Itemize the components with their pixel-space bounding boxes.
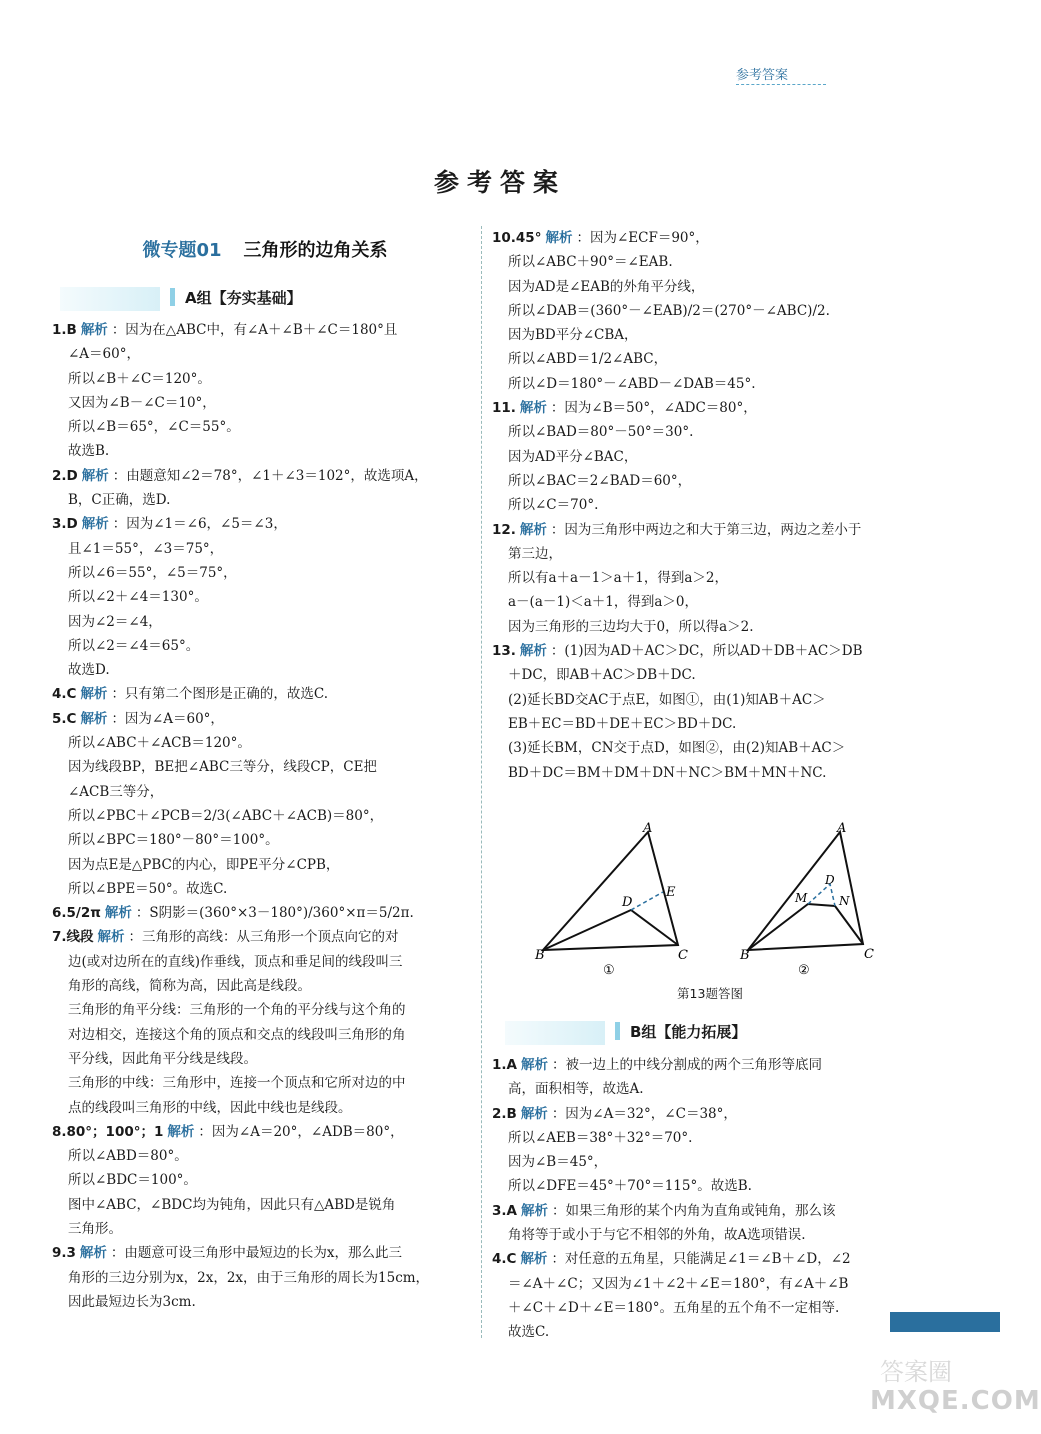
answer-text: 所以∠2＋∠4＝130°。 (68, 589, 208, 606)
answer-line (492, 663, 912, 687)
answer-text: 因为AD是∠EAB的外角平分线， (508, 278, 705, 295)
answer-line (52, 1290, 468, 1314)
answer-text: 且∠1＝55°，∠3＝75°， (68, 540, 224, 557)
answer-line (492, 275, 912, 299)
answer-text: 所以∠DAB＝(360°－∠EAB)/2＝(270°－∠ABC)/2. (508, 302, 830, 319)
answer-text: 所以有a＋a－1＞a＋1，得到a＞2， (508, 570, 728, 587)
answer-line (52, 1193, 468, 1217)
answer-text: a－(a－1)＜a＋1，得到a＞0， (508, 594, 698, 611)
answer-text: 因为三角形的三边均大于0，所以得a＞2. (508, 618, 754, 635)
answer-text: ：因为∠ECF＝90°， (576, 230, 709, 246)
answer-line (52, 804, 468, 828)
right-column-bottom (492, 1053, 912, 1345)
answer-text: ：因为∠B＝50°，∠ADC＝80°， (550, 400, 757, 417)
answer-line (492, 566, 912, 590)
answer-text: 所以∠6＝55°，∠5＝75°， (68, 564, 237, 581)
answer-line (52, 780, 468, 804)
figure-1-label: ① (603, 963, 615, 978)
section-number: 微专题01 (142, 240, 222, 261)
answer-text: 所以∠ABC＋∠ACB＝120°。 (68, 735, 251, 752)
svg-text:D: D (825, 873, 835, 887)
answer-text: 对边相交，连接这个角的顶点和交点的线段叫三角形的角 (68, 1026, 406, 1043)
answer-key: 9.3 (52, 1245, 76, 1262)
analysis-label: 解析 (520, 1105, 548, 1122)
answer-line (492, 688, 912, 712)
answer-line (52, 391, 468, 415)
answer-line (492, 493, 912, 517)
answer-line (52, 1120, 468, 1144)
answer-line (492, 250, 912, 274)
answer-key: 10.45° (492, 230, 542, 246)
svg-text:C: C (864, 947, 874, 962)
analysis-label: 解析 (519, 521, 547, 538)
answer-text: 图中∠ABC，∠BDC均为钝角，因此只有△ABD是锐角 (68, 1196, 396, 1213)
answer-line (52, 634, 468, 658)
answer-key: 6.5/2π (52, 905, 101, 922)
answer-key: 12. (492, 521, 516, 538)
figure-2-label: ② (798, 963, 810, 978)
answer-text: ：因为在△ABC中，有∠A＋∠B＋∠C＝180°且 (111, 322, 398, 338)
answer-text: 所以∠B＋∠C＝120°。 (68, 370, 211, 387)
answer-text: ：被一边上的中线分割成的两个三角形等底同 (551, 1057, 822, 1073)
answer-line (52, 1071, 468, 1095)
answer-line (52, 318, 468, 342)
answer-line (492, 639, 912, 663)
analysis-label: 解析 (519, 643, 547, 660)
answer-line (492, 1053, 912, 1077)
answer-text: 所以∠D＝180°－∠ABD－∠DAB＝45°. (508, 375, 756, 392)
right-column-top (492, 226, 912, 785)
answer-key: 3.D (52, 516, 78, 533)
group-a-heading: A组【夯实基础】 (170, 287, 302, 311)
answer-line (52, 488, 468, 512)
answer-line (52, 901, 468, 925)
answer-text: ∠ACB三等分， (68, 783, 164, 800)
answer-line (492, 1247, 912, 1271)
answer-text: ：三角形的高线：从三角形一个顶点向它的对 (128, 929, 399, 946)
answer-line (492, 299, 912, 323)
answer-text: 所以∠B＝65°，∠C＝55°。 (68, 419, 240, 436)
header-divider (736, 84, 826, 85)
section-title (65, 236, 465, 262)
answer-key: 7.线段 (52, 929, 94, 946)
answer-line (492, 1199, 912, 1223)
answer-line (52, 755, 468, 779)
answer-text: 又因为∠B－∠C＝10°， (68, 394, 216, 411)
analysis-label: 解析 (81, 467, 109, 484)
answer-text: B，C正确，选D. (68, 492, 171, 509)
answer-key: 2.B (492, 1105, 517, 1122)
answer-line (492, 518, 912, 542)
answer-key: 8.80°；100°；1 (52, 1123, 164, 1140)
answer-key: 5.C (52, 710, 77, 727)
answer-line (52, 561, 468, 585)
answer-line (492, 1077, 912, 1101)
answer-text: 角形的高线，简称为高，因此高是线段。 (68, 978, 311, 995)
answer-text: ：因为∠A＝60°， (111, 710, 224, 727)
analysis-label: 解析 (80, 322, 108, 338)
svg-text:C: C (678, 948, 688, 963)
left-column (52, 318, 468, 1314)
answer-text: 所以∠DFE＝45°＋70°＝115°。故选B. (508, 1178, 752, 1195)
answer-key: 11. (492, 400, 516, 417)
answer-text: 因为线段BP，BE把∠ABC三等分，线段CP，CE把 (68, 759, 377, 776)
answer-text: 三角形的中线：三角形中，连接一个顶点和它所对边的中 (68, 1075, 406, 1092)
answer-text: 高，面积相等，故选A. (508, 1081, 644, 1098)
answer-text: ：因为∠1＝∠6，∠5＝∠3， (112, 516, 287, 533)
answer-line (52, 731, 468, 755)
answer-line (52, 464, 468, 488)
answer-text: 点的线段叫三角形的中线，因此中线也是线段。 (68, 1099, 352, 1116)
answer-line (52, 512, 468, 536)
answer-line (52, 1266, 468, 1290)
answer-line (52, 585, 468, 609)
answer-line (492, 396, 912, 420)
analysis-label: 解析 (545, 230, 573, 246)
answer-text: ：因为∠A＝20°，∠ADB＝80°， (198, 1123, 404, 1140)
answer-line (52, 610, 468, 634)
answer-line (52, 682, 468, 706)
svg-text:D: D (622, 895, 633, 910)
answer-text: 所以∠BAD＝80°－50°＝30°. (508, 424, 694, 441)
triangle-figures (533, 821, 893, 978)
svg-text:B: B (535, 948, 545, 963)
answer-text: 所以∠ABD＝1/2∠ABC， (508, 351, 668, 368)
answer-text: ：对任意的五角星，只能满足∠1＝∠B＋∠D，∠2 (551, 1251, 851, 1268)
figure-caption: 第13题答图 (677, 986, 743, 1001)
answer-line (52, 950, 468, 974)
answer-line (492, 615, 912, 639)
answer-text: ：S阴影＝(360°×3－180°)/360°×π＝5/2π. (135, 905, 414, 922)
answer-key: 1.A (492, 1057, 517, 1073)
answer-text: ：因为∠A＝32°，∠C＝38°， (551, 1105, 737, 1122)
answer-text: ＋∠C＋∠D＋∠E＝180°。五角星的五个角不一定相等. (508, 1299, 840, 1316)
answer-text: ：由题意知∠2＝78°，∠1＋∠3＝102°，故选项A， (112, 467, 428, 484)
answer-text: 角形的三边分别为x，2x，2x，由于三角形的周长为15cm， (68, 1269, 430, 1286)
answer-text: 因为∠2＝∠4， (68, 613, 162, 630)
answer-text: 第三边， (508, 545, 562, 562)
answer-text: ＝∠A＋∠C；又因为∠1＋∠2＋∠E＝180°，有∠A＋∠B (508, 1275, 849, 1292)
analysis-label: 解析 (104, 905, 132, 922)
watermark-url: MXQE.COM (870, 1386, 1041, 1416)
figure-1 (534, 821, 688, 963)
answer-line (492, 1126, 912, 1150)
answer-key: 2.D (52, 467, 78, 484)
answer-text: 因为BD平分∠CBA， (508, 327, 638, 344)
svg-text:M: M (795, 891, 808, 905)
answer-line (52, 367, 468, 391)
answer-line (52, 415, 468, 439)
answer-line (52, 998, 468, 1022)
answer-line (492, 542, 912, 566)
answer-text: 所以∠2＝∠4＝65°。 (68, 637, 200, 654)
analysis-label: 解析 (520, 1057, 548, 1073)
answer-text: 因为∠B＝45°， (508, 1154, 608, 1171)
answer-line (52, 1217, 468, 1241)
answer-key: 1.B (52, 322, 77, 338)
answer-line (52, 658, 468, 682)
watermark-logo: 答案圈 (880, 1358, 952, 1386)
answer-text: (3)延长BM，CN交于点D，如图②，由(2)知AB＋AC＞ (508, 740, 846, 757)
answer-line (492, 761, 912, 785)
answer-line (52, 1168, 468, 1192)
answer-line (492, 590, 912, 614)
answer-line (492, 420, 912, 444)
answer-text: 所以∠ABC＋90°＝∠EAB. (508, 254, 673, 271)
page-title: 参考答案 (433, 168, 566, 197)
analysis-label: 解析 (519, 400, 547, 417)
answer-text: 三角形的角平分线：三角形的一个角的平分线与这个角的 (68, 1002, 406, 1019)
answer-text: 所以∠ABD＝80°。 (68, 1148, 188, 1165)
answer-line (52, 828, 468, 852)
answer-text: ：(1)因为AD＋AC＞DC，所以AD＋DB＋AC＞DB (550, 643, 863, 660)
answer-line (52, 1241, 468, 1265)
answer-line (52, 1023, 468, 1047)
analysis-label: 解析 (167, 1123, 195, 1140)
answer-text: 平分线，因此角平分线是线段。 (68, 1050, 257, 1067)
answer-text: 因为点E是△PBC的内心，即PE平分∠CPB， (68, 856, 340, 873)
analysis-label: 解析 (79, 1245, 107, 1262)
answer-text: 因为AD平分∠BAC， (508, 448, 638, 465)
answer-line (52, 342, 468, 366)
answer-text: 所以∠BPE＝50°。故选C. (68, 880, 228, 897)
answer-line (492, 323, 912, 347)
answer-line (492, 712, 912, 736)
section-name: 三角形的边角关系 (243, 240, 388, 261)
answer-text: ＋DC，即AB＋AC＞DB＋DC. (508, 667, 696, 684)
answer-line (492, 1320, 912, 1344)
answer-line (52, 537, 468, 561)
answer-text: 故选C. (508, 1324, 550, 1341)
svg-text:A: A (643, 821, 653, 836)
page-corner-tab (890, 1312, 1000, 1332)
analysis-label: 解析 (520, 1251, 548, 1268)
answer-key: 4.C (52, 686, 77, 703)
answer-line (492, 1102, 912, 1126)
svg-text:B: B (740, 948, 750, 963)
answer-line (492, 372, 912, 396)
answer-text: 所以∠AEB＝38°＋32°＝70°. (508, 1129, 693, 1146)
answer-line (492, 736, 912, 760)
answer-text: ：由题意可设三角形中最短边的长为x，那么此三 (110, 1245, 403, 1262)
answer-line (492, 226, 912, 250)
answer-text: 故选B. (68, 443, 110, 460)
answer-text: 故选D. (68, 662, 110, 679)
analysis-label: 解析 (97, 929, 125, 946)
answer-text: 所以∠PBC＋∠PCB＝2/3(∠ABC＋∠ACB)＝80°， (68, 807, 384, 824)
answer-line (492, 1150, 912, 1174)
svg-text:E: E (666, 885, 676, 900)
column-divider (481, 226, 482, 1338)
answer-line (492, 445, 912, 469)
analysis-label: 解析 (81, 516, 109, 533)
answer-line (52, 439, 468, 463)
answer-line (492, 1272, 912, 1296)
running-header: 参考答案 (736, 68, 789, 83)
answer-line (52, 1144, 468, 1168)
answer-text: (2)延长BD交AC于点E，如图①，由(1)知AB＋AC＞ (508, 691, 826, 708)
answer-text: EB＋EC＝BD＋DE＋EC＞BD＋DC. (508, 715, 737, 732)
answer-line (52, 1047, 468, 1071)
answer-line (52, 877, 468, 901)
answer-text: 角将等于或小于与它不相邻的外角，故A选项错误. (508, 1227, 806, 1244)
analysis-label: 解析 (80, 710, 108, 727)
figure-2 (739, 821, 874, 963)
answer-text: ：只有第二个图形是正确的，故选C. (111, 686, 329, 703)
analysis-label: 解析 (80, 686, 108, 703)
analysis-label: 解析 (520, 1202, 548, 1219)
answer-text: ：如果三角形的某个内角为直角或钝角，那么该 (551, 1202, 836, 1219)
svg-text:N: N (839, 894, 850, 908)
answer-line (52, 1096, 468, 1120)
answer-text: 所以∠C＝70°. (508, 497, 599, 514)
answer-line (52, 974, 468, 998)
answer-line (492, 1174, 912, 1198)
answer-line (52, 853, 468, 877)
answer-text: 边(或对边所在的直线)作垂线，顶点和垂足间的线段叫三 (68, 953, 403, 970)
answer-text: ∠A＝60°， (68, 346, 140, 363)
answer-line (52, 707, 468, 731)
answer-line (492, 347, 912, 371)
answer-text: ：因为三角形中两边之和大于第三边，两边之差小于 (550, 521, 862, 538)
answer-line (492, 1223, 912, 1247)
svg-text:A: A (837, 821, 847, 836)
answer-text: 所以∠BAC＝2∠BAD＝60°， (508, 472, 692, 489)
answer-key: 3.A (492, 1202, 517, 1219)
answer-text: 三角形。 (68, 1220, 122, 1237)
answer-text: 所以∠BDC＝100°。 (68, 1172, 197, 1189)
answer-line (52, 925, 468, 949)
group-b-heading: B组【能力拓展】 (615, 1021, 746, 1045)
answer-text: 所以∠BPC＝180°－80°＝100°。 (68, 832, 279, 849)
answer-key: 4.C (492, 1251, 517, 1268)
answer-text: BD＋DC＝BM＋DM＋DN＋NC＞BM＋MN＋NC. (508, 764, 827, 781)
answer-text: 因此最短边长为3cm. (68, 1293, 196, 1310)
answer-key: 13. (492, 643, 516, 660)
answer-line (492, 1296, 912, 1320)
answer-line (492, 469, 912, 493)
